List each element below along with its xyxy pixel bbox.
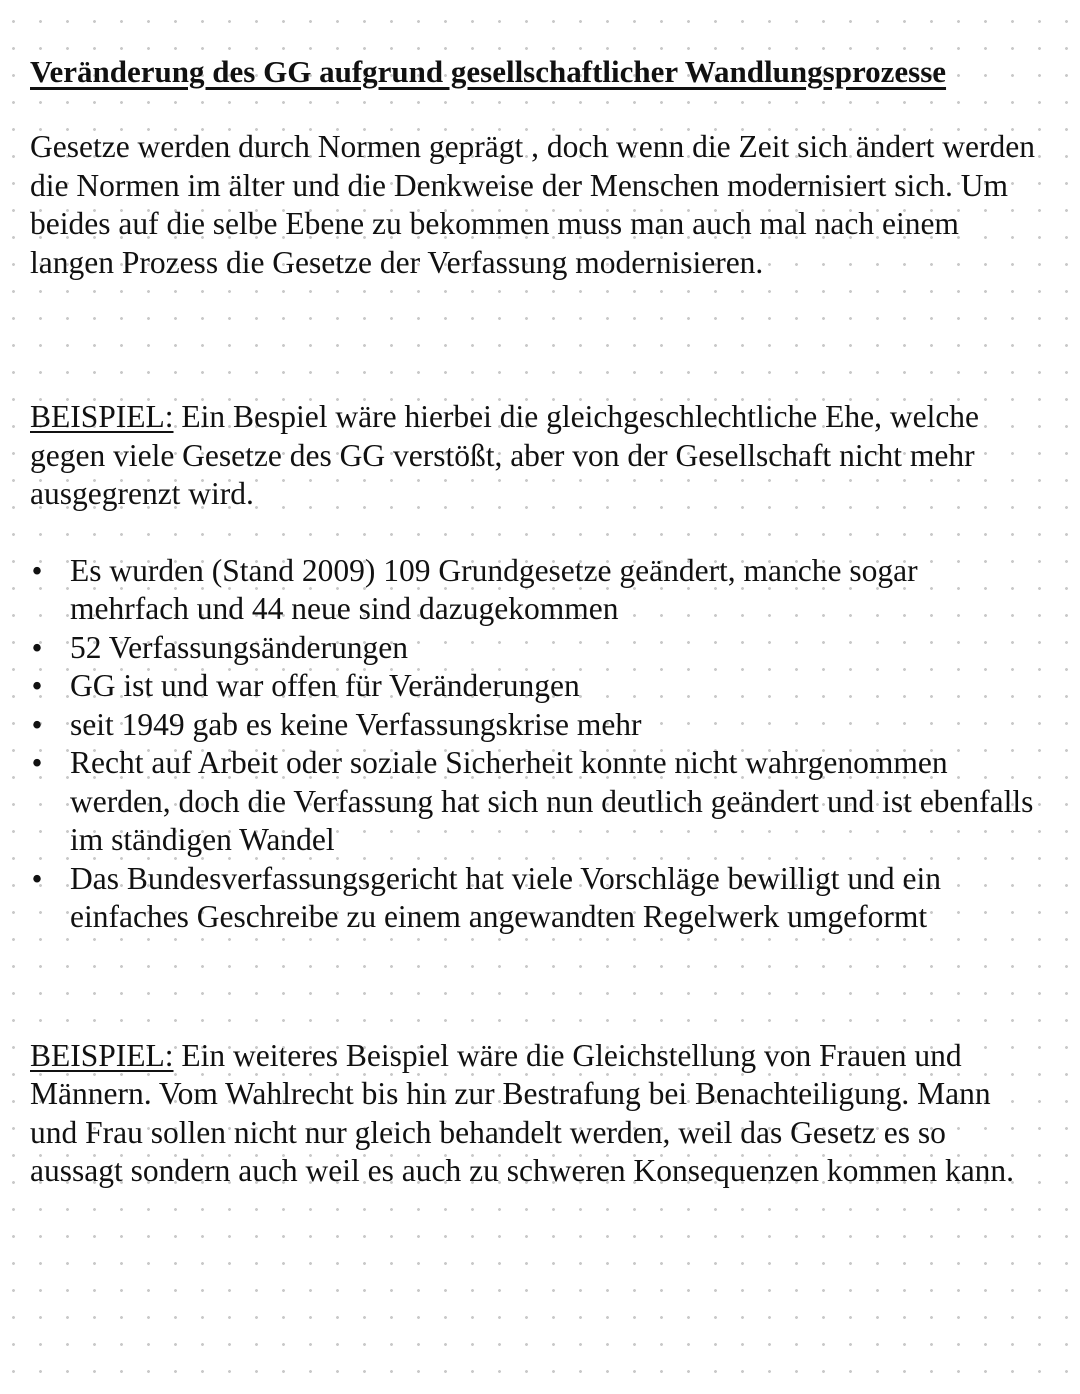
- intro-paragraph: Gesetze werden durch Normen geprägt , doch wenn die Zeit sich ändert werden die Normen im älter und die Denkweise der Menschen modernisiert sich. Um beides auf die selbe Ebene zu bekommen muss man auch mal nach einem langen Prozess die Gesetze der Verfassung modernisieren.: [30, 129, 1035, 280]
- list-item-text: GG ist und war offen für Veränderungen: [70, 668, 580, 703]
- example-2-text: Ein weiteres Beispiel wäre die Gleichstellung von Frauen und Männern. Vom Wahlrecht bis hin zur Bestrafung bei Benachteiligung. Mann und Frau sollen nicht nur gleich behandelt werden, weil das Gesetz es so aussagt sondern auch weil es auch zu schweren Konsequenzen kommen kann.: [30, 1037, 1015, 1188]
- bullet-icon: •: [31, 629, 43, 665]
- facts-list: [30, 552, 1040, 937]
- list-item-text: Recht auf Arbeit oder soziale Sicherheit konnte nicht wahrgenommen werden, doch die Verfassung hat sich nun deutlich geändert und ist ebenfalls im ständigen Wandel: [70, 745, 1034, 857]
- document-title: Veränderung des GG aufgrund gesellschaftlicher Wandlungsprozesse: [30, 54, 947, 89]
- example-1-paragraph: [30, 398, 1040, 514]
- example-1-text: Ein Bespiel wäre hierbei die gleichgeschlechtliche Ehe, welche gegen viele Gesetze des GG verstößt, aber von der Gesellschaft nicht mehr ausgegrenzt wird.: [30, 399, 980, 511]
- list-item: [30, 706, 1040, 745]
- list-item-text: seit 1949 gab es keine Verfassungskrise mehr: [70, 706, 642, 742]
- example-1-label: BEISPIEL:: [30, 399, 174, 434]
- bullet-icon: •: [31, 552, 43, 588]
- list-item: [30, 667, 1040, 706]
- bullet-icon: •: [31, 668, 43, 703]
- list-item: [30, 860, 1040, 937]
- bullet-icon: •: [31, 745, 43, 780]
- list-item-text: Das Bundesverfassungsgericht hat viele Vorschläge bewilligt und ein einfaches Geschreibe zu einem angewandten Regelwerk umgeformt: [70, 860, 942, 934]
- list-item-text: Es wurden (Stand 2009) 109 Grundgesetze geändert, manche sogar mehrfach und 44 neue sind dazugekommen: [70, 552, 918, 626]
- list-item-text: 52 Verfassungsänderungen: [70, 629, 408, 665]
- example-2-label: BEISPIEL:: [30, 1037, 174, 1073]
- example-2-paragraph: [30, 1037, 1040, 1191]
- list-item: [30, 744, 1040, 860]
- bullet-icon: •: [31, 706, 43, 742]
- list-item: [30, 629, 1040, 668]
- list-item: [30, 552, 1040, 629]
- bullet-icon: •: [31, 860, 43, 896]
